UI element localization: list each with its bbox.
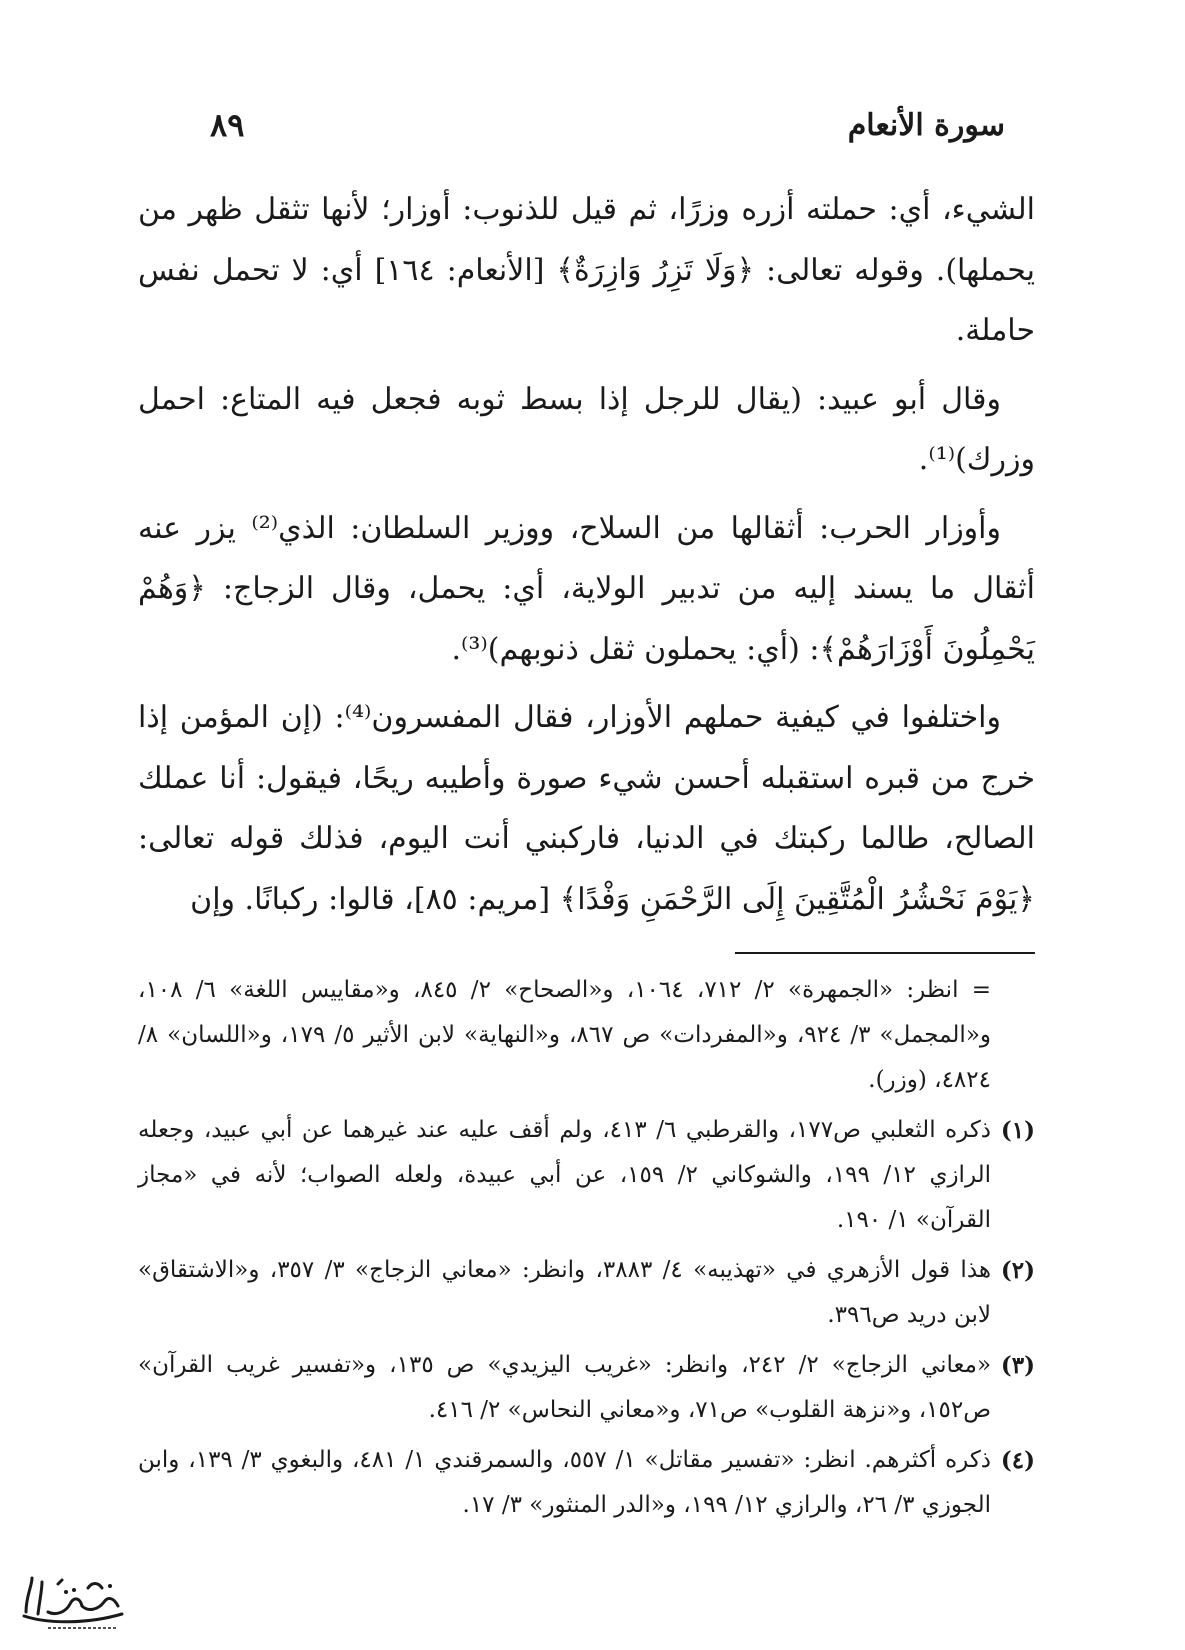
footnote-number: (١) — [1000, 1117, 1035, 1144]
main-text — [138, 180, 1035, 938]
running-title: سورة الأنعام — [847, 107, 1005, 143]
footnote-text: «معاني الزجاج» ٢/ ٢٤٢، وانظر: «غريب اليزيدي» ص ١٣٥، و«تفسير غريب القرآن» ص١٥٢، و«نزهة القلوب» ص٧١، و«معاني النحاس» ٢/ ٤١٦. — [138, 1352, 992, 1423]
paragraph: الشيء، أي: حملته أزره وزرًا، ثم قيل للذنوب: أوزار؛ لأنها تثقل ظهر من يحملها). وقوله تعالى: ﴿وَلَا تَزِرُ وَازِرَةٌ﴾ [الأنعام: ١٦٤] أي: لا تحمل نفس حاملة. — [138, 192, 1036, 348]
footnotes — [138, 968, 1035, 1533]
footnote-item — [138, 1343, 1035, 1433]
calligraphy-logo-icon — [18, 1568, 128, 1634]
footnote-separator — [735, 952, 1035, 954]
paragraph: وقال أبو عبيد: (يقال للرجل إذا بسط ثوبه فجعل فيه المتاع: احمل وزرك)⁽¹⁾. — [138, 381, 1035, 477]
footnote-item — [138, 1108, 1035, 1243]
page-number: ٨٩ — [210, 106, 245, 144]
footnote-number: (٤) — [1000, 1447, 1035, 1474]
footnote-text: هذا قول الأزهري في «تهذيبه» ٤/ ٣٨٨٣، وانظر: «معاني الزجاج» ٣/ ٣٥٧، و«الاشتقاق» لابن دريد ص٣٩٦. — [138, 1257, 992, 1328]
footnote-text: ذكره أكثرهم. انظر: «تفسير مقاتل» ١/ ٥٥٧، والسمرقندي ١/ ٤٨١، والبغوي ٣/ ١٣٩، وابن الجوزي ٣/ ٢٦، والرازي ١٢/ ١٩٩، و«الدر المنثور» ٣/ ١٧. — [138, 1447, 992, 1518]
paragraph: واختلفوا في كيفية حملهم الأوزار، فقال المفسرون⁽⁴⁾: (إن المؤمن إذا خرج من قبره استقبله أحسن شيء صورة وأطيبه ريحًا، فيقول: أنا عملك الصالح، طالما ركبتك في الدنيا، فاركبني أنت اليوم، فذلك قوله تعالى: ﴿يَوْمَ نَحْشُرُ الْمُتَّقِينَ إِلَى الرَّحْمَنِ وَفْدًا﴾ [مريم: ٨٥]، قالوا: ركبانًا. وإن — [138, 700, 1035, 917]
footnote-item — [138, 1248, 1035, 1338]
footnote-item — [138, 1438, 1035, 1528]
paragraph: وأوزار الحرب: أثقالها من السلاح، ووزير السلطان: الذي⁽²⁾ يزر عنه أثقال ما يسند إليه من تدبير الولاية، أي: يحمل، وقال الزجاج: ﴿وَهُمْ يَحْمِلُونَ أَوْزَارَهُمْ﴾: (أي: يحملون ثقل ذنوبهم)⁽³⁾. — [138, 510, 1035, 667]
footnote-number: (٣) — [1000, 1352, 1035, 1379]
footnote-number: (٢) — [1000, 1257, 1035, 1284]
footnote-continuation: = انظر: «الجمهرة» ٢/ ٧١٢، ١٠٦٤، و«الصحاح» ٢/ ٨٤٥، و«مقاييس اللغة» ٦/ ١٠٨، و«المجمل» ٣/ ٩٢٤، و«المفردات» ص ٨٦٧، و«النهاية» لابن الأثير ٥/ ١٧٩، و«اللسان» ٨/ ٤٨٢٤، (وزر). — [138, 977, 992, 1093]
page-header — [210, 100, 1005, 150]
footnote-text: ذكره الثعلبي ص١٧٧، والقرطبي ٦/ ٤١٣، ولم أقف عليه عند غيرهما عن أبي عبيد، وجعله الرازي ١٢/ ١٩٩، والشوكاني ٢/ ١٥٩، عن أبي عبيدة، ولعله الصواب؛ لأنه في «مجاز القرآن» ١/ ١٩٠. — [138, 1117, 992, 1233]
